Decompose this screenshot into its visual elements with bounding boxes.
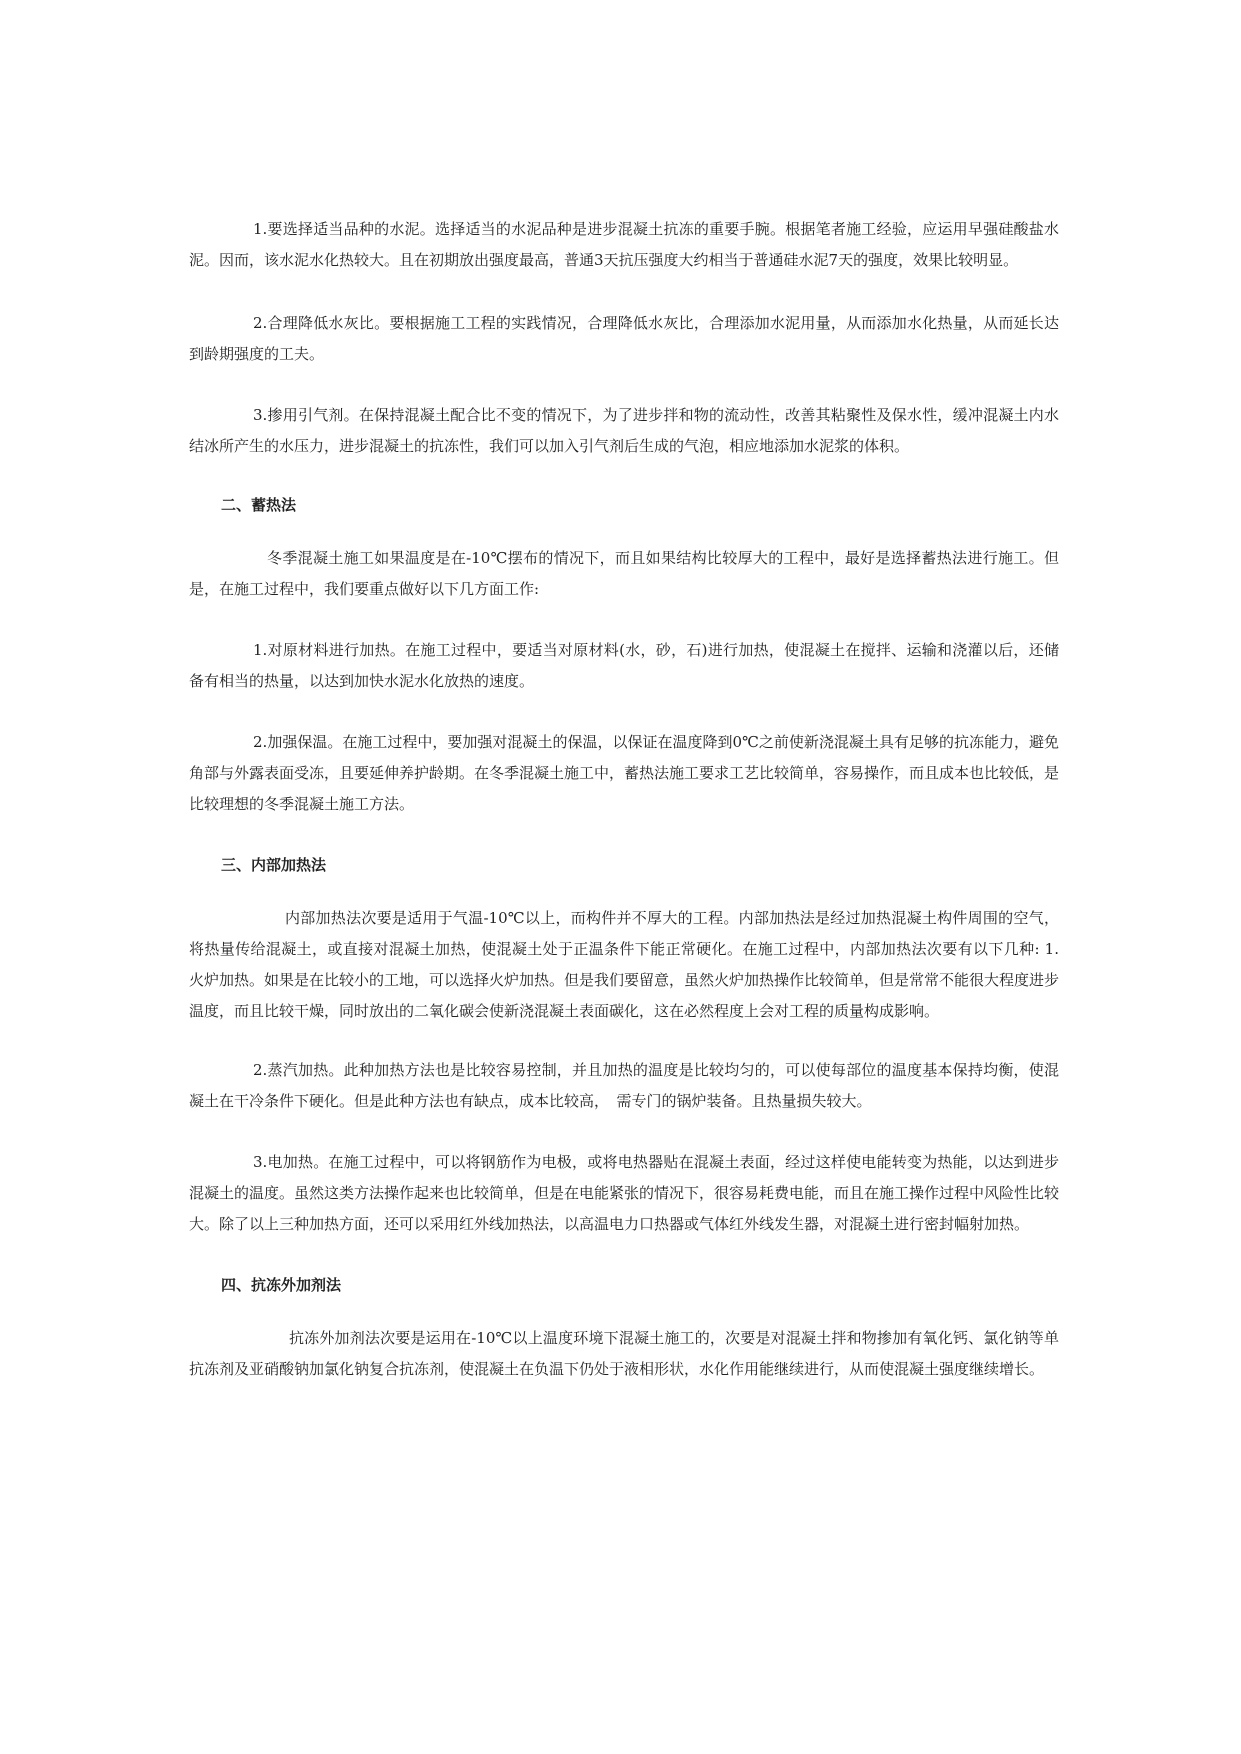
item-number: 3.: [253, 406, 268, 424]
paragraph-steam-heating: [189, 1055, 1059, 1117]
section-intro-heat-storage: 冬季混凝土施工如果温度是在-10℃摆布的情况下，而且如果结构比较厚大的工程中，最好是选择蓄热法进行施工。但是，在施工过程中，我们要重点做好以下几方面工作:: [189, 549, 1059, 598]
item-number: 3.: [253, 1153, 268, 1171]
item-number: 2.: [253, 1061, 268, 1079]
paragraph-text: 掺用引气剂。在保持混凝土配合比不变的情况下，为了进步拌和物的流动性，改善其粘聚性及保水性，缓冲混凝土内水结冰所产生的水压力，进步混凝土的抗冻性，我们可以加入引气剂后生成的气泡，相应地添加水泥浆的体积。: [189, 406, 1059, 455]
paragraph-text: 蒸汽加热。此种加热方法也是比较容易控制，并且加热的温度是比较均匀的，可以使每部位的温度基本保持均衡，使混凝土在干冷条件下硬化。但是此种方法也有缺点，成本比较高， 需专门的锅炉装备。且热量损失较大。: [189, 1061, 1059, 1110]
paragraph-text: 电加热。在施工过程中，可以将钢筋作为电极，或将电热器贴在混凝土表面，经过这样使电能转变为热能，以达到进步混凝土的温度。虽然这类方法操作起来也比较简单，但是在电能紧张的情况下，很容易耗费电能，而且在施工操作过程中风险性比较大。除了以上三种加热方面，还可以采用红外线加热法，以高温电力口热器或气体红外线发生器，对混凝土进行密封幅射加热。: [189, 1153, 1060, 1233]
paragraph-insulation: [189, 727, 1059, 820]
paragraph-electric-heating: [189, 1147, 1059, 1240]
paragraph-water-cement-ratio: [189, 308, 1059, 370]
paragraph-text: 要选择适当品种的水泥。选择适当的水泥品种是进步混凝土抗冻的重要手腕。根据笔者施工经验，应运用早强硅酸盐水泥。因而，该水泥水化热较大。且在初期放出强度最高，普通3天抗压强度大约相当于普通硅水泥7天的强度，效果比较明显。: [189, 220, 1059, 269]
paragraph-heat-raw-materials: [189, 635, 1059, 697]
section-intro-antifreeze: 抗冻外加剂法次要是运用在-10℃以上温度环境下混凝土施工的，次要是对混凝土拌和物掺加有氧化钙、氯化钠等单抗冻剂及亚硝酸钠加氯化钠复合抗冻剂，使混凝土在负温下仍处于液相形状，水化作用能继续进行，从而使混凝土强度继续增长。: [189, 1329, 1059, 1378]
paragraph-air-entraining-agent: [189, 400, 1059, 462]
item-number: 2.: [253, 314, 268, 332]
paragraph-text: 对原材料进行加热。在施工过程中，要适当对原材料(水，砂，石)进行加热，使混凝土在搅拌、运输和浇灌以后，还储备有相当的热量，以达到加快水泥水化放热的速度。: [189, 641, 1059, 690]
section-heading-internal-heating: 三、内部加热法: [221, 856, 327, 874]
item-number: 1.: [253, 220, 268, 238]
section-heading-antifreeze: 四、抗冻外加剂法: [221, 1276, 342, 1294]
item-number: 2.: [253, 733, 268, 751]
section-heading-heat-storage: 二、蓄热法: [221, 496, 297, 514]
paragraph-text: 合理降低水灰比。要根据施工工程的实践情况，合理降低水灰比，合理添加水泥用量，从而添加水化热量，从而延长达到龄期强度的工夫。: [189, 314, 1059, 363]
section-intro-internal-heating: 内部加热法次要是适用于气温-10℃以上，而构件并不厚大的工程。内部加热法是经过加热混凝土构件周围的空气，将热量传给混凝土，或直接对混凝土加热，使混凝土处于正温条件下能正常硬化。在施工过程中，内部加热法次要有以下几种: 1. 火炉加热。如果是在比较小的工地，可以选择火炉加热。但是我们要留意，虽然火炉加热操作比较简单，但是常常不能很大程度进步温度，而且比较干燥，同时放出的二氧化碳会使新浇混凝土表面碳化，这在必然程度上会对工程的质量构成影响。: [189, 909, 1075, 1020]
document-page: [189, 214, 1075, 1415]
item-number: 1.: [253, 641, 268, 659]
paragraph-text: 加强保温。在施工过程中，要加强对混凝土的保温，以保证在温度降到0℃之前使新浇混凝土具有足够的抗冻能力，避免角部与外露表面受冻，且要延伸养护龄期。在冬季混凝土施工中，蓄热法施工要求工艺比较简单，容易操作，而且成本也比较低，是比较理想的冬季混凝土施工方法。: [189, 733, 1060, 813]
paragraph-cement-selection: [189, 214, 1059, 276]
